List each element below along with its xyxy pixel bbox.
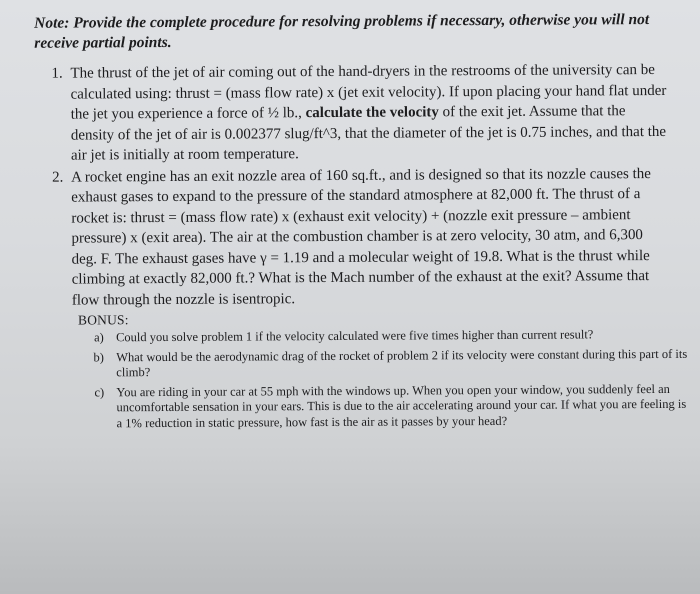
bonus-item-b: b. What would be the aerodynamic drag of the rocket of problem 2 if its velocity were constant during this part of its climb? (110, 346, 690, 381)
note-instructions: Note: Provide the complete procedure for resolving problems if necessary, otherwise you will not receive partial points. (34, 11, 650, 52)
problem-2-text: A rocket engine has an exit nozzle area of 160 sq.ft., and is designed so that its nozzle causes the exhaust gases to expand to the pressure of the standard atmosphere at 82,000 ft. The thrust of a rocket is: thrust = (mass flow rate) x (exhaust exit velocity) + (nozzle exit pressure – ambient pressure) x (exit area). The air at the combustion chamber is at zero velocity, 30 atm, and 6,300 deg. F. The exhaust gases have γ = 1.19 and a molecular weight of 19.8. What is the thrust while climbing at exactly 82,000 ft.? What is the Mach number of the exhaust at the exit? Assume that flow through the nozzle is isentropic. (71, 165, 651, 309)
problem-1-text-end: of the exit jet. Assume that the density of the jet of air is 0.002377 slug/ft^3, that the diameter of the jet is 0.75 inches, and that the air jet is initially at room temperature. (70, 103, 667, 164)
problem-1-bold-phrase: calculate the velocity (305, 104, 439, 122)
bonus-heading: BONUS: (77, 312, 129, 328)
problem-1 (66, 60, 667, 166)
problem-2 (67, 163, 668, 310)
problem-list (34, 60, 667, 311)
problem-1-text-start: The thrust of the jet of air coming out of the hand-dryers in the restrooms of the university can be calculated using: thrust = (mass flow rate) x (jet exit velocity). If upon placing your hand flat under the jet you experience a force of ½ lb., (70, 62, 667, 123)
bonus-item-c: c. You are riding in your car at 55 mph with the windows up. When you open your window, you suddenly feel an uncomfortable sensation in your ears. This is due to the air accelerating around your car. If what you are feeling is a 1% reduction in static pressure, how fast is the air as it passes by your head? (110, 381, 690, 431)
bonus-list (36, 327, 691, 432)
bonus-item-a: a. Could you solve problem 1 if the velocity calculated were five times higher than current result? (110, 327, 690, 346)
